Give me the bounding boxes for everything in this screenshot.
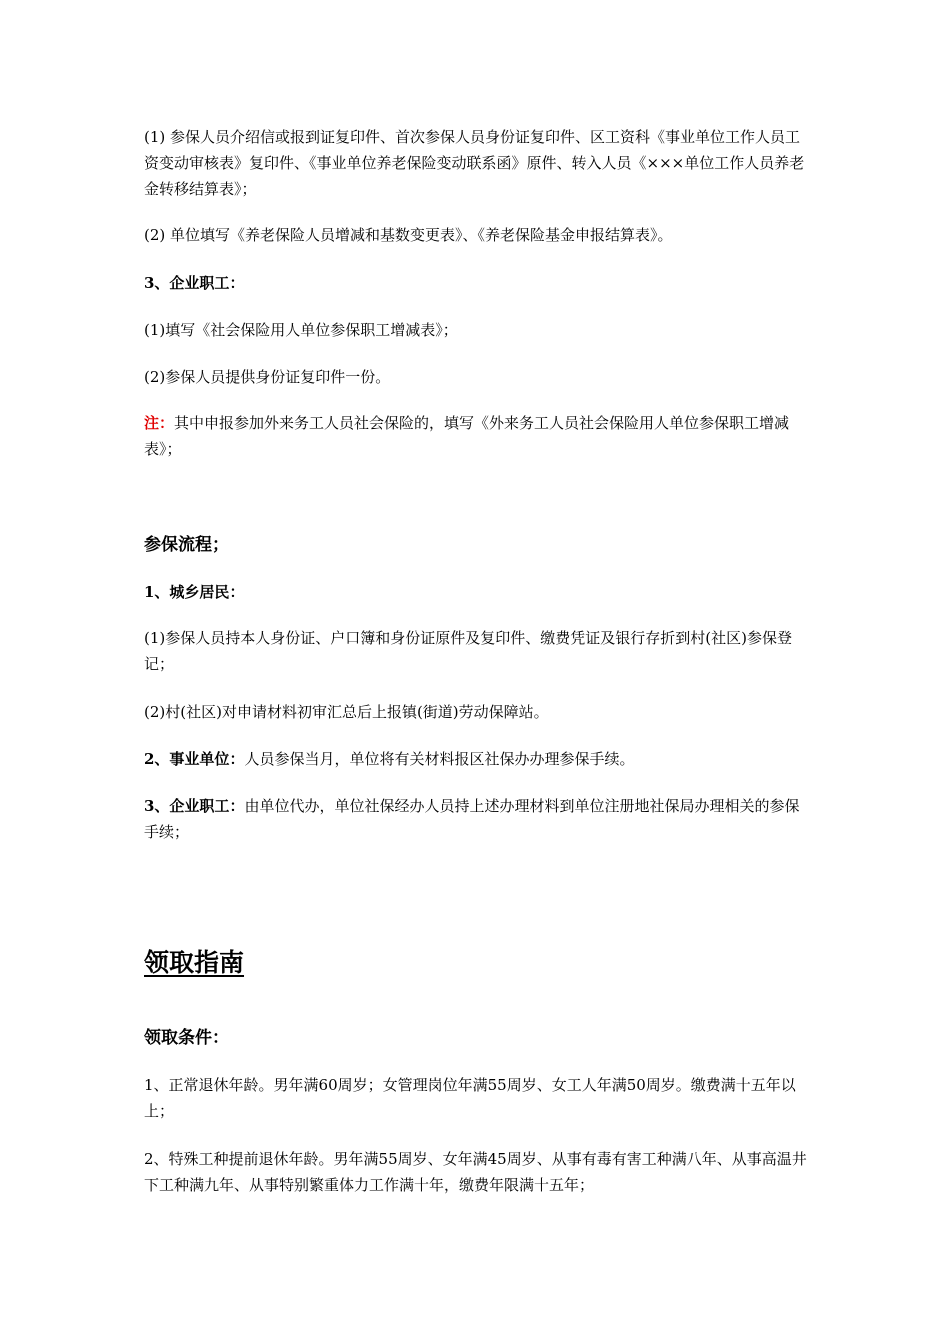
- institution-text: 人员参保当月，单位将有关材料报区社保办办理参保手续。: [244, 750, 635, 768]
- resident-item-1: (1)参保人员持本人身份证、户口簿和身份证原件及复印件、缴费凭证及银行存折到村(社区)参保登记；: [144, 629, 792, 673]
- condition-2: 2、特殊工种提前退休年龄。男年满55周岁、女年满45周岁、从事有毒有害工种满八年、从事高温井下工种满九年、从事特别繁重体力工作满十年，缴费年限满十五年；: [144, 1150, 807, 1194]
- enterprise-heading: 3、企业职工：: [144, 274, 245, 292]
- note-label: 注：: [144, 414, 175, 432]
- note-paragraph: [144, 410, 808, 462]
- institution-label: 2、事业单位：: [144, 750, 245, 768]
- resident-item-2: (2)村(社区)对申请材料初审汇总后上报镇(街道)劳动保障站。: [144, 703, 549, 721]
- materials-item-1: (1) 参保人员介绍信或报到证复印件、首次参保人员身份证复印件、区工资科《事业单位工作人员工资变动审核表》复印件、《事业单位养老保险变动联系函》原件、转入人员《×××单位工作人员养老金转移结算表》；: [144, 128, 805, 198]
- guide-title: 领取指南: [144, 948, 245, 977]
- enterprise-process-paragraph: [144, 793, 808, 845]
- conditions-title: 领取条件：: [144, 1028, 229, 1048]
- institution-paragraph: [144, 746, 808, 772]
- process-title: 参保流程；: [144, 535, 229, 555]
- enterprise-item-1: (1)填写《社会保险用人单位参保职工增减表》；: [144, 321, 458, 339]
- note-text: 其中申报参加外来务工人员社会保险的，填写《外来务工人员社会保险用人单位参保职工增减表》；: [144, 414, 790, 458]
- enterprise-item-2: (2)参保人员提供身份证复印件一份。: [144, 368, 391, 386]
- condition-1: 1、正常退休年龄。男年满60周岁；女管理岗位年满55周岁、女工人年满50周岁。缴费满十五年以上；: [144, 1076, 796, 1120]
- enterprise-process-text: 由单位代办，单位社保经办人员持上述办理材料到单位注册地社保局办理相关的参保手续；: [144, 797, 800, 841]
- resident-heading: 1、城乡居民：: [144, 583, 245, 601]
- enterprise-process-label: 3、企业职工：: [144, 797, 245, 815]
- materials-item-2: (2) 单位填写《养老保险人员增减和基数变更表》、《养老保险基金申报结算表》。: [144, 226, 673, 244]
